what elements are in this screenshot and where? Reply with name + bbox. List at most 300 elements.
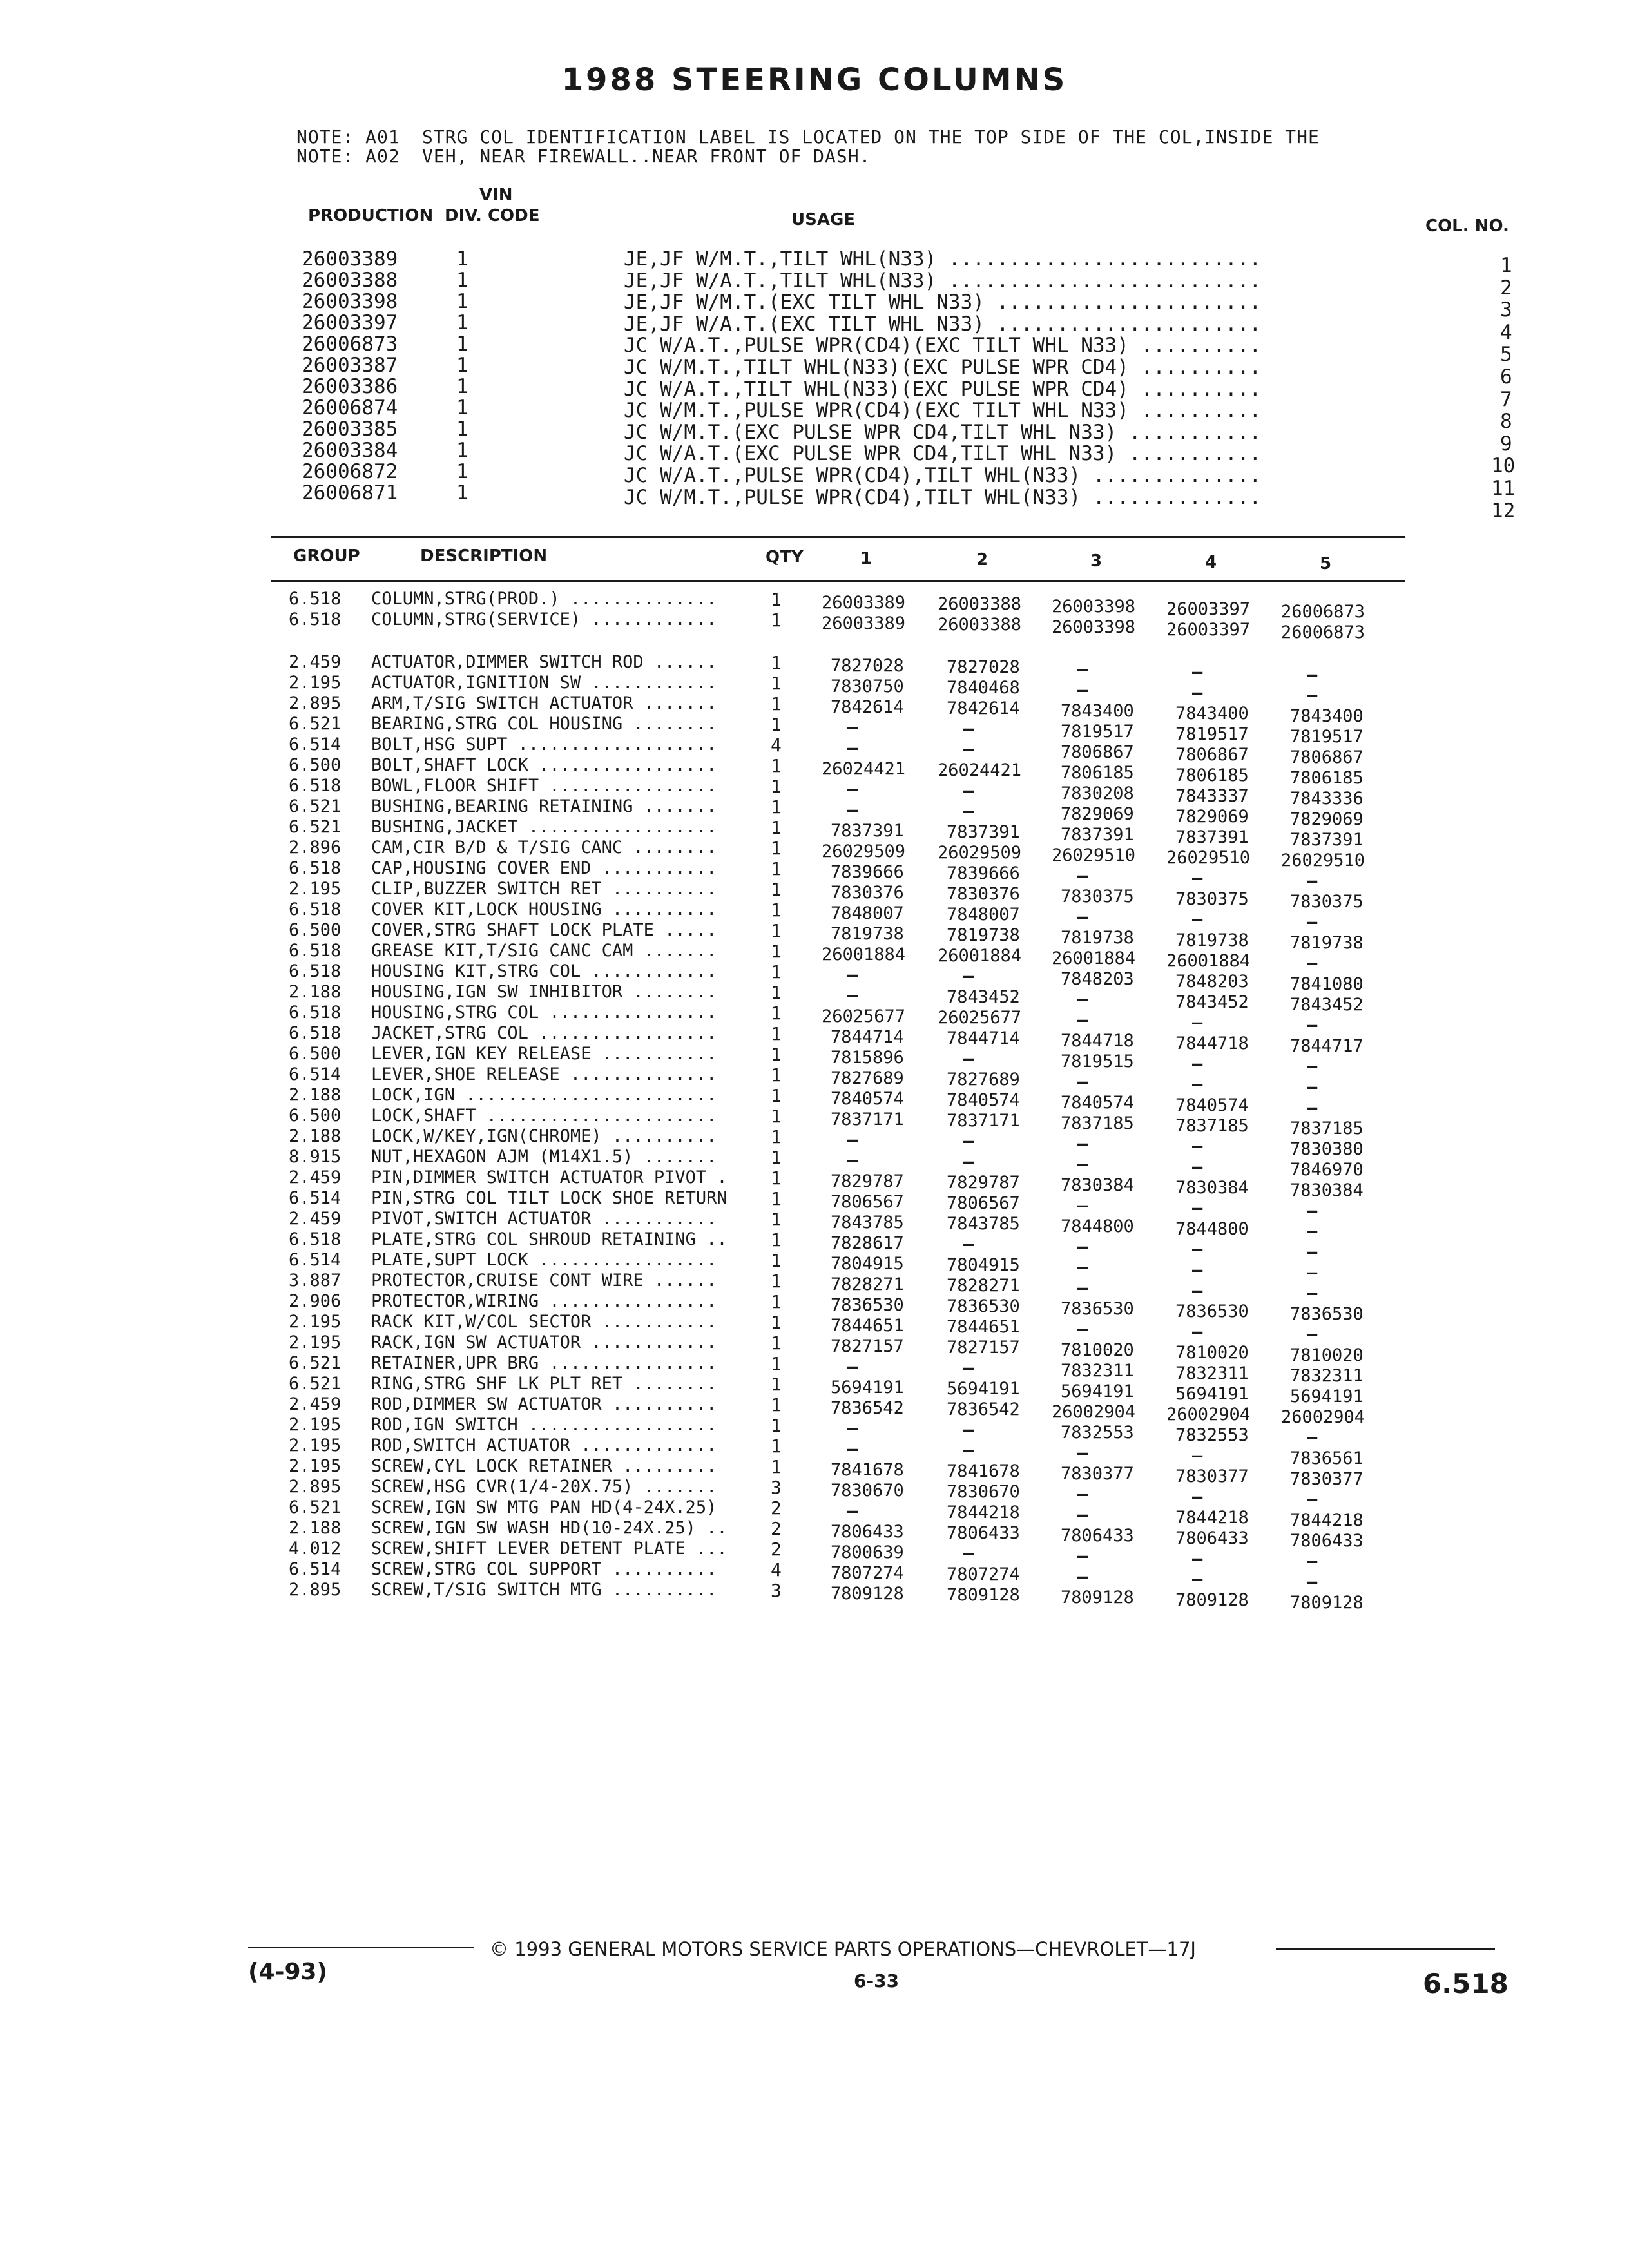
part-number-col-5: —	[1307, 1201, 1318, 1221]
part-number-col-5: —	[1307, 871, 1318, 891]
part-number-col-3: —	[1077, 1010, 1088, 1030]
note-text-a02: VEH, NEAR FIREWALL..NEAR FRONT OF DASH.	[422, 146, 871, 167]
part-qty: 1	[771, 610, 782, 631]
part-number-col-2: 7827157	[947, 1338, 1020, 1358]
group-number: 2.188	[289, 982, 342, 1002]
qty-header: QTY	[766, 548, 804, 567]
part-number-col-2: 26025677	[938, 1008, 1022, 1028]
part-qty: 1	[771, 1312, 782, 1333]
part-description: RACK KIT,W/COL SECTOR ...........	[371, 1312, 717, 1332]
part-qty: 1	[771, 1436, 782, 1457]
col-header-1: 1	[860, 549, 872, 568]
part-number-col-1: 7819738	[831, 924, 904, 944]
group-number: 2.895	[289, 693, 342, 713]
group-number: 6.518	[289, 858, 342, 878]
part-number-col-3: 5694191	[1061, 1381, 1134, 1401]
part-qty: 2	[771, 1497, 782, 1519]
part-description: HOUSING,IGN SW INHIBITOR ........	[371, 982, 717, 1002]
part-number-col-5: 7830377	[1290, 1469, 1364, 1489]
group-number: 2.459	[289, 1209, 342, 1229]
group-number: 6.521	[289, 817, 342, 837]
note-text-a01: STRG COL IDENTIFICATION LABEL IS LOCATED ON THE TOP SIDE OF THE COL,INSIDE THE	[422, 126, 1320, 148]
production-number: 26006871	[302, 481, 398, 505]
footer-section-number: 6.518	[1423, 1968, 1509, 1999]
div-code: 1	[456, 247, 468, 271]
group-number: 6.514	[289, 1188, 342, 1208]
part-description: LOCK,W/KEY,IGN(CHROME) ..........	[371, 1126, 717, 1146]
part-number-col-4: 7806867	[1175, 745, 1249, 765]
part-number-col-1: 7830376	[831, 883, 904, 903]
group-number: 4.012	[289, 1539, 342, 1559]
part-description: CAM,CIR B/D & T/SIG CANC ........	[371, 838, 717, 858]
div-code: 1	[456, 290, 468, 313]
div-code: 1	[456, 418, 468, 441]
part-number-col-3: 7819517	[1061, 722, 1134, 742]
part-number-col-1: —	[847, 965, 858, 985]
part-qty: 3	[771, 1580, 782, 1601]
usage-text: JE,JF W/M.T.,TILT WHL(N33) ..........................	[624, 247, 1262, 271]
part-number-col-1: 7827157	[831, 1336, 904, 1356]
part-number-col-1: 7827689	[831, 1068, 904, 1088]
part-qty: 1	[771, 1188, 782, 1209]
part-number-col-3: 7844718	[1061, 1031, 1134, 1051]
part-number-col-1: 7836530	[831, 1295, 904, 1315]
group-number: 6.521	[289, 1353, 342, 1373]
group-number: 2.195	[289, 1332, 342, 1352]
part-description: ACTUATOR,DIMMER SWITCH ROD ......	[371, 652, 717, 672]
part-number-col-5: —	[1307, 954, 1318, 974]
part-number-col-2: 7837391	[947, 822, 1020, 842]
div-code: 1	[456, 396, 468, 419]
part-number-col-1: —	[847, 1501, 858, 1521]
part-qty: 1	[771, 1168, 782, 1189]
production-number: 26006874	[302, 396, 398, 419]
part-description: JACKET,STRG COL .................	[371, 1023, 717, 1043]
part-description: SCREW,CYL LOCK RETAINER .........	[371, 1456, 717, 1476]
part-number-col-2: —	[963, 966, 974, 986]
part-number-col-3: 26029510	[1052, 845, 1136, 865]
part-number-col-4: —	[1192, 1260, 1203, 1280]
part-number-col-3: —	[1077, 660, 1088, 680]
part-number-col-4: —	[1192, 662, 1203, 682]
part-number-col-5: 7843336	[1290, 789, 1364, 809]
group-number: 2.895	[289, 1580, 342, 1600]
group-number: 6.514	[289, 1064, 342, 1084]
part-number-col-3: 26003398	[1052, 597, 1136, 617]
part-qty: 1	[771, 879, 782, 900]
part-number-col-1: 26003389	[822, 593, 906, 613]
usage-text: JC W/A.T.,PULSE WPR(CD4),TILT WHL(N33) ..............	[624, 464, 1262, 487]
part-number-col-1: 26001884	[822, 945, 906, 965]
part-qty: 1	[771, 776, 782, 797]
description-header: DESCRIPTION	[420, 546, 548, 566]
part-number-col-3: —	[1077, 990, 1088, 1010]
part-number-col-2: 26001884	[938, 946, 1022, 966]
part-qty: 1	[771, 1209, 782, 1230]
part-number-col-2: —	[963, 1358, 974, 1378]
part-number-col-3: —	[1077, 1278, 1088, 1298]
group-number: 6.521	[289, 1374, 342, 1394]
part-qty: 4	[771, 1559, 782, 1581]
group-number: 2.195	[289, 879, 342, 899]
col-header-4: 4	[1205, 553, 1217, 572]
part-number-col-3: —	[1077, 680, 1088, 700]
part-number-col-2: 7841678	[947, 1461, 1020, 1481]
part-qty: 1	[771, 941, 782, 962]
part-number-col-4: —	[1192, 1487, 1203, 1507]
part-number-col-4: 7844800	[1175, 1219, 1249, 1239]
part-number-col-1: 7807274	[831, 1563, 904, 1583]
production-number: 26003389	[302, 247, 398, 271]
part-number-col-1: —	[847, 1419, 858, 1439]
col-number: 9	[1500, 432, 1512, 456]
group-number: 2.195	[289, 1415, 342, 1435]
part-description: COLUMN,STRG(SERVICE) ............	[371, 610, 717, 629]
part-description: RING,STRG SHF LK PLT RET ........	[371, 1374, 717, 1394]
part-number-col-2: 7827689	[947, 1070, 1020, 1090]
part-number-col-5: 7809128	[1290, 1593, 1364, 1613]
part-number-col-5: 7819517	[1290, 727, 1364, 747]
part-number-col-3: 7806185	[1061, 763, 1134, 783]
part-number-col-1: 7844714	[831, 1027, 904, 1047]
part-number-col-5: 7843452	[1290, 995, 1364, 1015]
part-number-col-1: 26025677	[822, 1006, 906, 1026]
group-number: 2.195	[289, 1312, 342, 1332]
part-number-col-5: 7837185	[1290, 1119, 1364, 1139]
part-description: SCREW,IGN SW WASH HD(10-24X.25) ..	[371, 1518, 728, 1538]
group-number: 6.518	[289, 1003, 342, 1023]
part-number-col-3: —	[1077, 1072, 1088, 1092]
part-number-col-2: —	[963, 1235, 974, 1254]
group-number: 2.459	[289, 1168, 342, 1187]
part-number-col-3: —	[1077, 1155, 1088, 1175]
part-description: HOUSING,STRG COL ................	[371, 1003, 717, 1023]
part-number-col-4: 7819517	[1175, 724, 1249, 744]
part-number-col-3: 7848203	[1061, 969, 1134, 989]
group-number: 6.514	[289, 1559, 342, 1579]
part-qty: 1	[771, 1064, 782, 1086]
usage-text: JE,JF W/A.T.(EXC TILT WHL N33) ......................	[624, 312, 1262, 336]
part-number-col-2: 7806567	[947, 1193, 1020, 1213]
part-number-col-2: 7807274	[947, 1564, 1020, 1584]
part-number-col-4: —	[1192, 1198, 1203, 1218]
part-number-col-4: —	[1192, 1054, 1203, 1074]
part-number-col-3: 7819515	[1061, 1052, 1134, 1072]
group-number: 6.518	[289, 610, 342, 629]
part-number-col-4: 7832553	[1175, 1425, 1249, 1445]
part-number-col-5: —	[1307, 1283, 1318, 1303]
group-number: 6.514	[289, 1250, 342, 1270]
part-number-col-1: 26024421	[822, 759, 906, 779]
part-number-col-3: 26002904	[1052, 1402, 1136, 1422]
part-description: SCREW,T/SIG SWITCH MTG ..........	[371, 1580, 717, 1600]
part-number-col-5: 7836530	[1290, 1304, 1364, 1324]
part-number-col-2: 7830376	[947, 884, 1020, 904]
group-number: 6.500	[289, 1044, 342, 1064]
div-code: 1	[456, 460, 468, 483]
part-description: RETAINER,UPR BRG ................	[371, 1353, 717, 1373]
part-number-col-4: 26002904	[1166, 1405, 1251, 1425]
part-number-col-1: 7836542	[831, 1398, 904, 1418]
part-number-col-2: 26024421	[938, 760, 1022, 780]
part-description: HOUSING KIT,STRG COL ............	[371, 961, 717, 981]
part-description: SCREW,HSG CVR(1/4-20X.75) .......	[371, 1477, 717, 1497]
part-number-col-4: 7832311	[1175, 1363, 1249, 1383]
part-description: PIVOT,SWITCH ACTUATOR ...........	[371, 1209, 717, 1229]
part-number-col-5: 7846970	[1290, 1160, 1364, 1180]
part-number-col-3: 7830208	[1061, 783, 1134, 803]
part-number-col-4: 7844718	[1175, 1033, 1249, 1053]
part-number-col-3: 7843400	[1061, 701, 1134, 721]
div-code: 1	[456, 354, 468, 377]
col-number: 11	[1491, 477, 1516, 500]
part-number-col-2: 7836530	[947, 1296, 1020, 1316]
part-number-col-4: 7843400	[1175, 704, 1249, 724]
group-number: 8.915	[289, 1147, 342, 1167]
part-number-col-4: —	[1192, 1157, 1203, 1177]
group-number: 2.896	[289, 838, 342, 858]
div-code: 1	[456, 332, 468, 356]
part-number-col-1: 7828617	[831, 1233, 904, 1253]
part-number-col-1: 7848007	[831, 903, 904, 923]
part-number-col-5: 7810020	[1290, 1345, 1364, 1365]
part-number-col-1: 26003389	[822, 613, 906, 633]
page-title: 1988 STEERING COLUMNS	[561, 62, 1068, 98]
production-header: PRODUCTION	[308, 206, 434, 226]
part-number-col-3: —	[1077, 1134, 1088, 1154]
part-description: LEVER,IGN KEY RELEASE ...........	[371, 1044, 717, 1064]
part-number-col-4: 7830384	[1175, 1178, 1249, 1198]
usage-text: JC W/A.T.,PULSE WPR(CD4)(EXC TILT WHL N33) ..........	[624, 334, 1262, 357]
table-header-rule	[271, 580, 1405, 582]
part-qty: 1	[771, 796, 782, 818]
part-number-col-5: 5694191	[1290, 1387, 1364, 1407]
part-number-col-5: 7832311	[1290, 1366, 1364, 1386]
part-description: PIN,STRG COL TILT LOCK SHOE RETURN	[371, 1188, 728, 1208]
part-number-col-2: 7840574	[947, 1090, 1020, 1110]
footer-date: (4-93)	[248, 1959, 327, 1985]
part-qty: 3	[771, 1477, 782, 1498]
div-code: 1	[456, 311, 468, 334]
col-number: 8	[1500, 410, 1512, 433]
part-description: CAP,HOUSING COVER END ...........	[371, 858, 717, 878]
part-number-col-3: —	[1077, 1485, 1088, 1504]
part-number-col-2: 7844651	[947, 1317, 1020, 1337]
part-qty: 1	[771, 693, 782, 715]
part-number-col-2: 7844218	[947, 1503, 1020, 1523]
usage-text: JC W/M.T.(EXC PULSE WPR CD4,TILT WHL N33) ...........	[624, 421, 1262, 444]
part-description: ACTUATOR,IGNITION SW ............	[371, 673, 717, 693]
part-number-col-3: 7830377	[1061, 1464, 1134, 1484]
part-number-col-4: 7819738	[1175, 930, 1249, 950]
part-number-col-5: —	[1307, 686, 1318, 706]
div-code: 1	[456, 439, 468, 462]
part-number-col-3: —	[1077, 1546, 1088, 1566]
part-number-col-4: 26001884	[1166, 951, 1251, 971]
part-number-col-3: 7832553	[1061, 1423, 1134, 1443]
part-number-col-4: 7837185	[1175, 1116, 1249, 1136]
part-number-col-2: —	[963, 1420, 974, 1440]
part-number-col-4: 7830375	[1175, 889, 1249, 909]
part-number-col-1: 7830750	[831, 677, 904, 697]
col-number: 5	[1500, 343, 1512, 366]
part-number-col-3: 7832311	[1061, 1361, 1134, 1381]
part-qty: 1	[771, 1106, 782, 1127]
part-qty: 4	[771, 735, 782, 756]
production-row	[0, 247, 1629, 277]
part-description: BEARING,STRG COL HOUSING ........	[371, 714, 717, 734]
parts-row	[0, 1580, 1629, 1613]
part-number-col-1: —	[847, 780, 858, 800]
part-number-col-3: —	[1077, 1237, 1088, 1257]
part-description: BUSHING,BEARING RETAINING .......	[371, 796, 717, 816]
part-description: SCREW,SHIFT LEVER DETENT PLATE ...	[371, 1539, 728, 1559]
part-number-col-2: —	[963, 1049, 974, 1069]
group-number: 6.500	[289, 755, 342, 775]
part-number-col-2: —	[963, 1152, 974, 1172]
part-number-col-2: 7836542	[947, 1399, 1020, 1419]
part-description: ROD,DIMMER SW ACTUATOR ..........	[371, 1394, 717, 1414]
part-number-col-2: 7829787	[947, 1173, 1020, 1193]
part-qty: 1	[771, 858, 782, 879]
part-number-col-1: 7806433	[831, 1522, 904, 1542]
col-number: 4	[1500, 321, 1512, 344]
part-number-col-4: —	[1192, 910, 1203, 930]
group-number: 6.518	[289, 1023, 342, 1043]
part-number-col-1: 7830670	[831, 1481, 904, 1501]
part-qty: 1	[771, 1023, 782, 1044]
part-number-col-4: 7840574	[1175, 1095, 1249, 1115]
part-number-col-1: —	[847, 718, 858, 738]
part-number-col-2: 7848007	[947, 905, 1020, 925]
part-number-col-5: 7830375	[1290, 892, 1364, 912]
part-number-col-3: 7837185	[1061, 1113, 1134, 1133]
part-description: PLATE,STRG COL SHROUD RETAINING ..	[371, 1229, 728, 1249]
part-number-col-4: —	[1192, 869, 1203, 889]
part-number-col-5: —	[1307, 1242, 1318, 1262]
part-description: BOWL,FLOOR SHIFT ................	[371, 776, 717, 796]
group-number: 6.518	[289, 589, 342, 609]
part-number-col-1: —	[847, 986, 858, 1006]
footer-copyright: © 1993 GENERAL MOTORS SERVICE PARTS OPERATIONS—CHEVROLET—17J	[490, 1938, 1196, 1960]
part-number-col-2: 7830670	[947, 1482, 1020, 1502]
footer-left-rule	[248, 1947, 474, 1948]
part-qty: 1	[771, 920, 782, 941]
part-number-col-4: —	[1192, 1570, 1203, 1590]
part-number-col-2: 7844714	[947, 1028, 1020, 1048]
part-number-col-5: —	[1307, 1552, 1318, 1571]
part-number-col-2: —	[963, 1544, 974, 1564]
part-qty: 1	[771, 1085, 782, 1106]
part-number-col-1: 7815896	[831, 1048, 904, 1068]
part-number-col-3: 7837391	[1061, 825, 1134, 845]
part-number-col-1: —	[847, 1151, 858, 1171]
group-number: 2.895	[289, 1477, 342, 1497]
group-number: 3.887	[289, 1271, 342, 1291]
part-number-col-3: —	[1077, 907, 1088, 927]
part-number-col-3: 7836530	[1061, 1299, 1134, 1319]
group-number: 6.518	[289, 899, 342, 919]
part-number-col-4: 26003397	[1166, 599, 1251, 619]
part-number-col-4: 7836530	[1175, 1302, 1249, 1321]
part-number-col-2: 7806433	[947, 1523, 1020, 1543]
part-number-col-5: 26006873	[1281, 602, 1365, 622]
group-number: 6.521	[289, 1497, 342, 1517]
part-description: SCREW,IGN SW MTG PAN HD(4-24X.25)	[371, 1497, 717, 1517]
part-number-col-2: 7843452	[947, 987, 1020, 1007]
part-number-col-4: —	[1192, 1075, 1203, 1095]
part-description: PLATE,SUPT LOCK .................	[371, 1250, 717, 1270]
production-row	[0, 290, 1629, 322]
part-description: COLUMN,STRG(PROD.) ..............	[371, 589, 717, 609]
part-number-col-4: 7809128	[1175, 1590, 1249, 1610]
part-number-col-4: —	[1192, 1240, 1203, 1260]
col-no-header: COL. NO.	[1425, 216, 1509, 236]
part-qty: 1	[771, 817, 782, 838]
part-number-col-1: 7829787	[831, 1171, 904, 1191]
part-number-col-4: 7843452	[1175, 992, 1249, 1012]
part-qty: 1	[771, 755, 782, 776]
part-number-col-1: 7842614	[831, 697, 904, 717]
part-description: BUSHING,JACKET ..................	[371, 817, 717, 837]
part-number-col-1: 7837391	[831, 821, 904, 841]
part-number-col-3: 26003398	[1052, 617, 1136, 637]
part-qty: 1	[771, 1291, 782, 1312]
div-code: 1	[456, 269, 468, 292]
part-number-col-2: —	[963, 1131, 974, 1151]
part-number-col-2: —	[963, 1441, 974, 1461]
part-description: GREASE KIT,T/SIG CANC CAM .......	[371, 941, 717, 961]
col-header-2: 2	[976, 550, 988, 570]
group-number: 6.518	[289, 1229, 342, 1249]
part-description: SCREW,STRG COL SUPPORT ..........	[371, 1559, 717, 1579]
part-number-col-3: 7830375	[1061, 887, 1134, 907]
part-qty: 1	[771, 1126, 782, 1148]
part-number-col-3: 7806867	[1061, 742, 1134, 762]
part-description: LOCK,IGN ........................	[371, 1085, 717, 1105]
part-qty: 1	[771, 673, 782, 694]
col-number: 12	[1491, 499, 1516, 523]
parts-row	[0, 610, 1629, 642]
part-qty: 1	[771, 1044, 782, 1065]
group-number: 6.521	[289, 796, 342, 816]
group-number: 6.514	[289, 735, 342, 754]
usage-header: USAGE	[791, 210, 856, 229]
col-header-3: 3	[1090, 552, 1103, 571]
part-number-col-5: 7844218	[1290, 1510, 1364, 1530]
production-number: 26006873	[302, 332, 398, 356]
part-number-col-4: 7830377	[1175, 1466, 1249, 1486]
part-number-col-5: —	[1307, 1428, 1318, 1448]
group-number: 2.459	[289, 1394, 342, 1414]
part-number-col-4: 7829069	[1175, 807, 1249, 827]
part-number-col-4: —	[1192, 1322, 1203, 1342]
group-number: 6.518	[289, 941, 342, 961]
part-description: ROD,IGN SWITCH ..................	[371, 1415, 717, 1435]
part-number-col-5: —	[1307, 1490, 1318, 1510]
part-qty: 1	[771, 1332, 782, 1354]
usage-text: JC W/M.T.,PULSE WPR(CD4)(EXC TILT WHL N33) ..........	[624, 399, 1262, 422]
group-number: 2.188	[289, 1085, 342, 1105]
part-number-col-2: 7842614	[947, 698, 1020, 718]
part-number-col-1: 7827028	[831, 656, 904, 676]
group-header: GROUP	[293, 546, 360, 566]
production-number: 26003385	[302, 418, 398, 441]
part-number-col-1: 7844651	[831, 1316, 904, 1336]
part-number-col-5: 7806867	[1290, 747, 1364, 767]
part-number-col-2: —	[963, 719, 974, 739]
part-number-col-5: —	[1307, 1325, 1318, 1345]
